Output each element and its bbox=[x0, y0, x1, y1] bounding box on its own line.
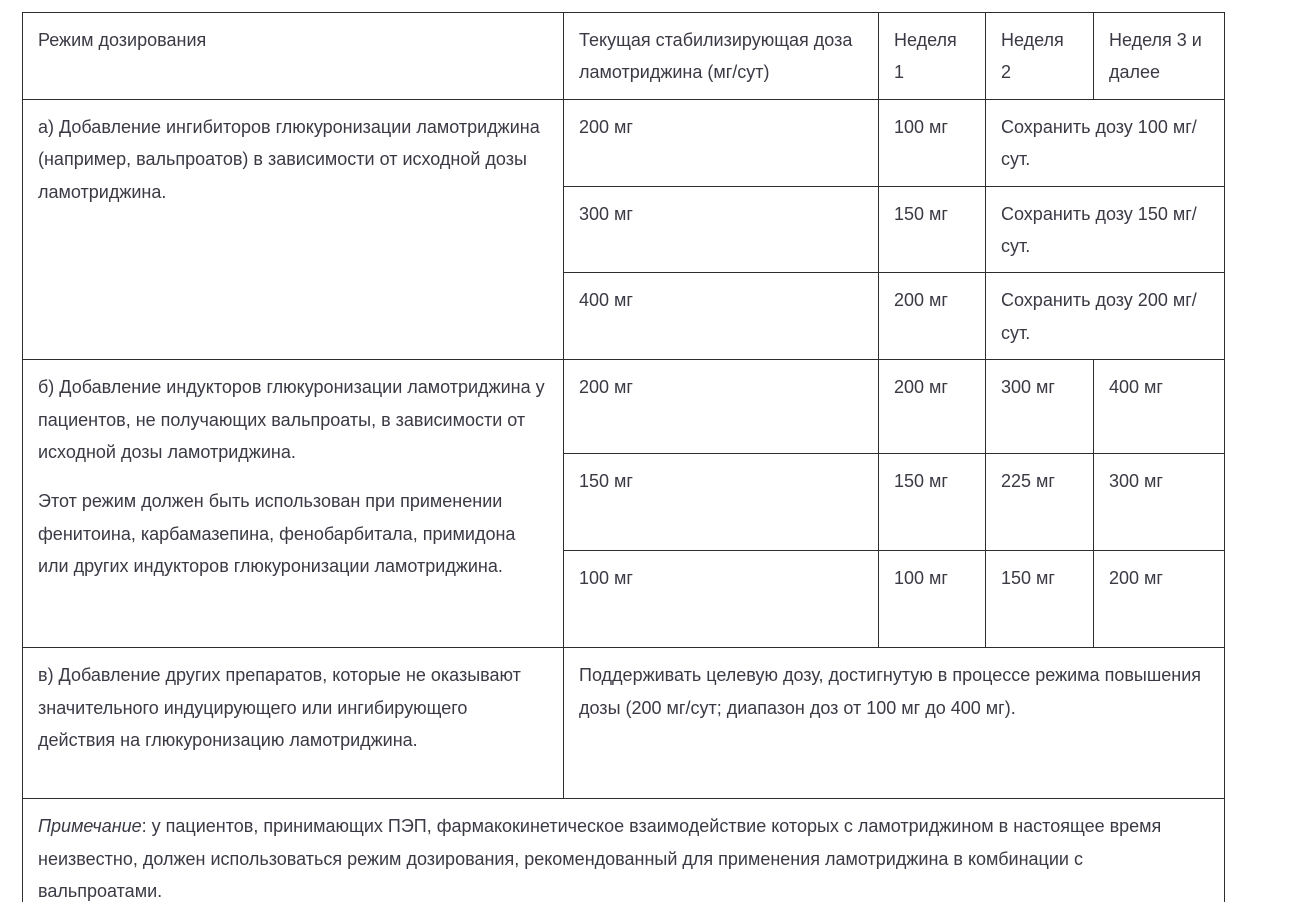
table-header-row bbox=[23, 13, 1225, 100]
section-a-row2-week2-3: Сохранить дозу 150 мг/сут. bbox=[986, 186, 1225, 273]
section-a-row2-week1: 150 мг bbox=[879, 186, 986, 273]
section-b-row3-week2: 150 мг bbox=[986, 551, 1094, 648]
section-b-row1-week3: 400 мг bbox=[1094, 360, 1225, 454]
table-note-row bbox=[23, 799, 1225, 902]
section-b-row1-week2: 300 мг bbox=[986, 360, 1094, 454]
header-week1: Неделя 1 bbox=[879, 13, 986, 100]
header-current-dose: Текущая стабилизирующая доза ламотриджина (мг/сут) bbox=[564, 13, 879, 100]
section-v-label-cell: в) Добавление других препаратов, которые не оказывают значительного индуцирующего или ингибирующего действия на глюкуронизацию ламотриджина. bbox=[23, 648, 564, 799]
section-b-row2-week1: 150 мг bbox=[879, 454, 986, 551]
section-b-row2-dose: 150 мг bbox=[564, 454, 879, 551]
note-cell bbox=[23, 799, 1225, 902]
section-b-row3-dose: 100 мг bbox=[564, 551, 879, 648]
header-regimen: Режим дозирования bbox=[23, 13, 564, 100]
section-b-row2-week2: 225 мг bbox=[986, 454, 1094, 551]
section-b-row1-week1: 200 мг bbox=[879, 360, 986, 454]
section-b-label-paragraph-2: Этот режим должен быть использован при применении фенитоина, карбамазепина, фенобарбитала, примидона или других индукторов глюкуронизации ламотриджина. bbox=[38, 491, 516, 577]
section-a-row3-dose: 400 мг bbox=[564, 273, 879, 360]
section-a-row1-dose: 200 мг bbox=[564, 99, 879, 186]
note-label: Примечание bbox=[38, 816, 142, 837]
table-row bbox=[23, 360, 1225, 454]
section-a-row1-week2-3: Сохранить дозу 100 мг/сут. bbox=[986, 99, 1225, 186]
section-a-label: а) Добавление ингибиторов глюкуронизации ламотриджина (например, вальпроатов) в зависимости от исходной дозы ламотриджина. bbox=[38, 116, 540, 202]
section-a-row3-week1: 200 мг bbox=[879, 273, 986, 360]
header-week3: Неделя 3 и далее bbox=[1094, 13, 1225, 100]
section-a-label-cell bbox=[23, 99, 564, 359]
lamotrigine-dosing-table bbox=[22, 12, 1225, 902]
section-b-row1-dose: 200 мг bbox=[564, 360, 879, 454]
section-b-label-paragraph-1: б) Добавление индукторов глюкуронизации ламотриджина у пациентов, не получающих вальпроаты, в зависимости от исходной дозы ламотриджина. bbox=[38, 377, 545, 462]
table-row bbox=[23, 99, 1225, 186]
section-v-value-cell: Поддерживать целевую дозу, достигнутую в процессе режима повышения дозы (200 мг/сут; диапазон доз от 100 мг до 400 мг). bbox=[564, 648, 1225, 799]
note-text: : у пациентов, принимающих ПЭП, фармакокинетическое взаимодействие которых с ламотриджином в настоящее время неизвестно, должен использоваться режим дозирования, рекомендованный для применения ламотриджина в комбинации с вальпроатами. bbox=[38, 816, 1162, 901]
section-a-row1-week1: 100 мг bbox=[879, 99, 986, 186]
header-week2: Неделя 2 bbox=[986, 13, 1094, 100]
section-a-row3-week2-3: Сохранить дозу 200 мг/сут. bbox=[986, 273, 1225, 360]
table-row bbox=[23, 648, 1225, 799]
section-b-label-cell bbox=[23, 360, 564, 648]
dosing-table-container bbox=[22, 12, 1225, 902]
note-paragraph bbox=[38, 810, 1209, 902]
section-b-row3-week3: 200 мг bbox=[1094, 551, 1225, 648]
section-b-row2-week3: 300 мг bbox=[1094, 454, 1225, 551]
section-b-row3-week1: 100 мг bbox=[879, 551, 986, 648]
section-a-row2-dose: 300 мг bbox=[564, 186, 879, 273]
